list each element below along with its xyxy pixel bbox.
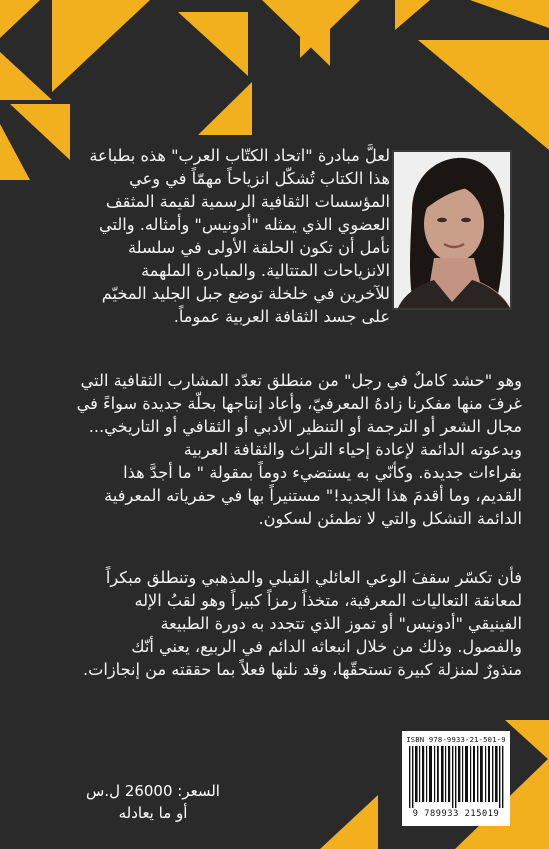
deco-triangle bbox=[418, 40, 549, 150]
deco-triangle bbox=[470, 0, 549, 28]
deco-triangle bbox=[505, 720, 549, 760]
blurb-paragraph-2 bbox=[24, 369, 522, 530]
price-amount: السعر: 26000 ل.س bbox=[86, 782, 220, 800]
text-line: العضوي الذي يمثله "أدونيس" وأمثاله. والتي bbox=[98, 215, 390, 234]
text-line: وهو "حشد كاملٌ في رجل" من منطلق تعدّد المشارب الثقافية التي bbox=[80, 371, 522, 390]
price-equivalent: أو ما يعادله bbox=[118, 804, 188, 822]
barcode-digits: 9 789933 215019 bbox=[412, 809, 500, 819]
text-line: القديم، وما أقدمَ هذا الجديد!" مستنيراً بها في حفرياته المعرفية bbox=[104, 486, 522, 505]
isbn-number: ISBN 978-9933-21-501-9 bbox=[406, 735, 506, 744]
text-line: غرفَ منها مفكرنا زادهُ المعرفيّ، وأعاد إنتاجها بحلّة جديدة سواءً في bbox=[76, 394, 522, 413]
text-line: والفصول. وذلك من خلال انبعاثه الدائم في الربيع، يعني أنّك bbox=[131, 637, 522, 656]
text-line: بقراءات جديدة. وكأنّي به يستضيء دوماً بمقولة " ما أجدَّ هذا bbox=[123, 463, 522, 482]
deco-triangle bbox=[198, 82, 252, 135]
text-line: نأمل أن تكون الحلقة الأولى في سلسلة bbox=[127, 238, 390, 257]
text-line: الفينيقي "أدونيس" أو تموز الذي تتجدد به دورة الطبيعة bbox=[160, 614, 522, 633]
author-portrait bbox=[392, 150, 512, 310]
deco-triangle bbox=[0, 124, 30, 180]
text-line: للآخرين في خلخلة توضع جبل الجليد المخيّم bbox=[101, 284, 390, 303]
isbn-barcode bbox=[402, 731, 510, 826]
deco-triangle bbox=[320, 795, 378, 849]
deco-triangle bbox=[0, 52, 52, 100]
blurb-paragraph-3 bbox=[24, 566, 522, 681]
price-label bbox=[78, 780, 228, 824]
text-line: الدائمة التشكل والتي لا تطمئن لسكون. bbox=[258, 509, 522, 528]
text-line: وبدعوته الدائمة لإعادة إحياء التراث والثقافة العربية bbox=[183, 440, 522, 459]
deco-triangle bbox=[52, 0, 150, 92]
text-line: المؤسسات الثقافية الرسمية لقيمة المثقف bbox=[105, 192, 390, 211]
text-line: منذورٌ لمنزلة كبيرة تستحقّها، وقد نلتها فعلاً بما حققته من إنجازات. bbox=[82, 660, 522, 679]
text-line: هذا الكتاب تُشكّل انزياحاً مهمّاً في وعي bbox=[129, 169, 390, 188]
text-line: لعلَّ مبادرة "اتحاد الكتّاب العرب" هذه بطباعة bbox=[89, 146, 390, 165]
text-line: على جسد الثقافة العربية عموماً. bbox=[173, 307, 390, 326]
text-line: لمعانقة التعاليات المعرفية، متخذاً رمزاً كبيراً وهو لقبُ الإله bbox=[134, 591, 522, 610]
deco-triangle bbox=[178, 12, 248, 76]
blurb-paragraph-1 bbox=[45, 144, 390, 328]
text-line: الانزياحات المتتالية. والمبادرة الملهمة bbox=[141, 261, 390, 280]
deco-triangle bbox=[0, 0, 40, 38]
barcode-bars bbox=[407, 746, 505, 808]
text-line: مجال الشعر أو الترجمة أو التنظير الأدبي أو الثقافي أو التاريخي... bbox=[88, 417, 522, 436]
deco-triangle bbox=[395, 0, 430, 30]
text-line: فأن تكسّر سقفَ الوعي العائلي القبلي والمذهبي وتنطلق مبكراً bbox=[105, 568, 522, 587]
